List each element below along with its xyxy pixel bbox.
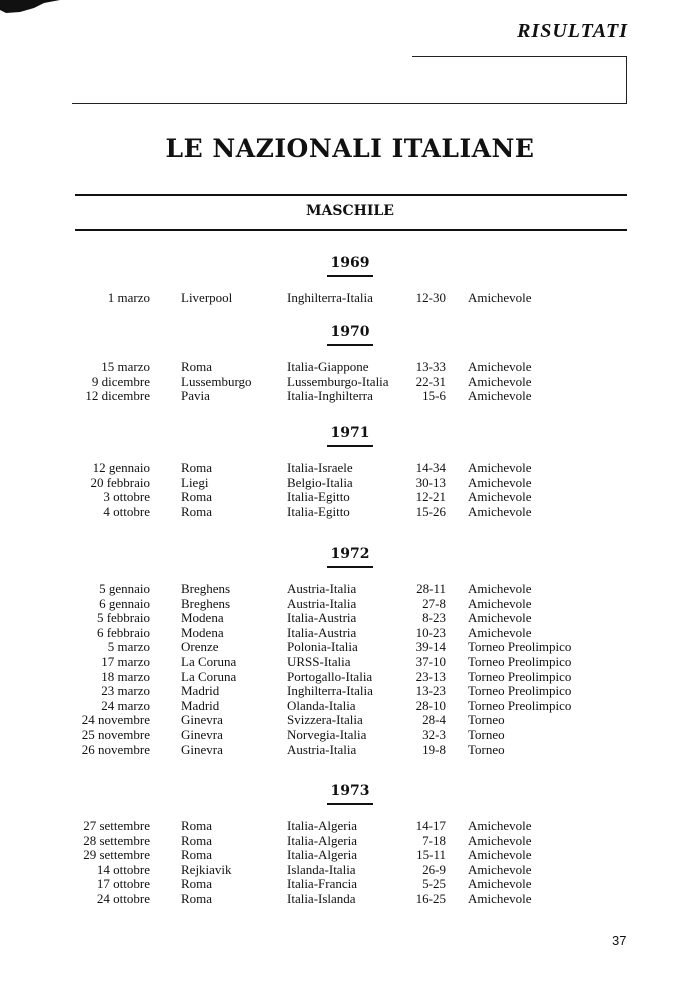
match-city: Roma bbox=[181, 890, 213, 906]
match-date: 12 dicembre bbox=[85, 388, 150, 404]
match-date: 14 ottobre bbox=[96, 861, 150, 877]
match-score: 7-18 bbox=[422, 832, 446, 848]
match-score: 15-11 bbox=[416, 847, 446, 863]
match-teams: URSS-Italia bbox=[287, 653, 351, 669]
match-type: Amichevole bbox=[468, 581, 532, 596]
match-date: 6 gennaio bbox=[99, 595, 150, 611]
result-row bbox=[0, 291, 700, 306]
match-teams: Italia-Inghilterra bbox=[287, 388, 373, 404]
match-date: 4 ottobre bbox=[103, 503, 150, 519]
match-teams: Polonia-Italia bbox=[287, 639, 358, 655]
corner-scan-mark bbox=[0, 0, 60, 14]
match-score: 26-9 bbox=[422, 861, 446, 877]
match-type: Amichevole bbox=[468, 290, 532, 305]
year-heading-1969 bbox=[0, 252, 700, 277]
result-row bbox=[0, 461, 700, 476]
match-score: 15-26 bbox=[415, 503, 446, 519]
match-type: Torneo Preolimpico bbox=[468, 668, 572, 684]
match-score: 39-14 bbox=[415, 639, 446, 655]
match-score: 12-30 bbox=[415, 290, 446, 305]
match-type: Amichevole bbox=[468, 610, 532, 626]
results-table-1970 bbox=[0, 360, 700, 404]
match-city: Modena bbox=[181, 610, 224, 626]
result-row bbox=[0, 611, 700, 626]
year-label: 1972 bbox=[327, 546, 374, 568]
match-type: Torneo bbox=[468, 712, 505, 728]
year-label: 1969 bbox=[327, 255, 374, 277]
match-teams: Austria-Italia bbox=[287, 581, 357, 596]
header-rule bbox=[72, 103, 627, 104]
match-teams: Austria-Italia bbox=[287, 741, 357, 757]
year-heading-1972 bbox=[0, 543, 700, 568]
match-teams: Italia-Giappone bbox=[287, 359, 369, 374]
result-row bbox=[0, 360, 700, 375]
match-score: 28-4 bbox=[422, 712, 446, 728]
match-score: 14-34 bbox=[415, 460, 446, 475]
match-teams: Islanda-Italia bbox=[287, 861, 356, 877]
match-score: 8-23 bbox=[422, 610, 446, 626]
match-date: 25 novembre bbox=[81, 726, 150, 742]
match-type: Amichevole bbox=[468, 818, 532, 833]
match-date: 26 novembre bbox=[81, 741, 150, 757]
result-row bbox=[0, 877, 700, 892]
match-city: Roma bbox=[181, 876, 213, 892]
match-city: La Coruna bbox=[181, 653, 237, 669]
match-date: 23 marzo bbox=[101, 683, 150, 699]
match-city: Liverpool bbox=[181, 290, 233, 305]
year-heading-1970 bbox=[0, 321, 700, 346]
match-city: Roma bbox=[181, 847, 213, 863]
year-label: 1973 bbox=[327, 783, 374, 805]
result-row bbox=[0, 819, 700, 834]
results-table-1972 bbox=[0, 582, 700, 757]
match-teams: Italia-Austria bbox=[287, 624, 357, 640]
match-city: La Coruna bbox=[181, 668, 237, 684]
match-date: 12 gennaio bbox=[92, 460, 150, 475]
match-teams: Italia-Algeria bbox=[287, 847, 358, 863]
match-date: 3 ottobre bbox=[103, 489, 150, 505]
match-type: Torneo Preolimpico bbox=[468, 639, 572, 655]
result-row bbox=[0, 505, 700, 520]
match-date: 5 gennaio bbox=[99, 581, 150, 596]
result-row bbox=[0, 655, 700, 670]
match-city: Roma bbox=[181, 460, 213, 475]
match-type: Amichevole bbox=[468, 861, 532, 877]
match-type: Amichevole bbox=[468, 503, 532, 519]
result-row bbox=[0, 863, 700, 878]
match-score: 27-8 bbox=[422, 595, 446, 611]
result-row bbox=[0, 848, 700, 863]
match-city: Modena bbox=[181, 624, 224, 640]
result-row bbox=[0, 728, 700, 743]
match-date: 24 ottobre bbox=[96, 890, 150, 906]
header-frame bbox=[412, 56, 627, 104]
match-date: 24 novembre bbox=[81, 712, 150, 728]
match-date: 27 settembre bbox=[83, 818, 150, 833]
result-row bbox=[0, 670, 700, 685]
match-city: Ginevra bbox=[181, 726, 223, 742]
match-date: 18 marzo bbox=[101, 668, 150, 684]
result-row bbox=[0, 699, 700, 714]
match-date: 17 ottobre bbox=[96, 876, 150, 892]
match-type: Torneo bbox=[468, 741, 505, 757]
match-teams: Italia-Islanda bbox=[287, 890, 356, 906]
match-teams: Austria-Italia bbox=[287, 595, 357, 611]
match-type: Amichevole bbox=[468, 388, 532, 404]
match-date: 15 marzo bbox=[101, 359, 150, 374]
result-row bbox=[0, 743, 700, 758]
match-type: Amichevole bbox=[468, 373, 532, 389]
match-score: 14-17 bbox=[415, 818, 446, 833]
match-type: Amichevole bbox=[468, 595, 532, 611]
match-teams: Portogallo-Italia bbox=[287, 668, 373, 684]
match-teams: Italia-Algeria bbox=[287, 832, 358, 848]
result-row bbox=[0, 834, 700, 849]
match-date: 9 dicembre bbox=[91, 373, 150, 389]
match-teams: Lussemburgo-Italia bbox=[287, 373, 389, 389]
result-row bbox=[0, 626, 700, 641]
match-date: 17 marzo bbox=[101, 653, 150, 669]
match-type: Amichevole bbox=[468, 876, 532, 892]
match-type: Torneo bbox=[468, 726, 505, 742]
year-label: 1971 bbox=[327, 425, 374, 447]
result-row bbox=[0, 375, 700, 390]
result-row bbox=[0, 582, 700, 597]
match-score: 28-10 bbox=[415, 697, 446, 713]
result-row bbox=[0, 490, 700, 505]
match-teams: Italia-Francia bbox=[287, 876, 358, 892]
category-rule-top bbox=[75, 194, 627, 196]
match-type: Amichevole bbox=[468, 890, 532, 906]
results-table-1973 bbox=[0, 819, 700, 907]
result-row bbox=[0, 597, 700, 612]
match-teams: Inghilterra-Italia bbox=[287, 290, 373, 305]
match-city: Roma bbox=[181, 359, 213, 374]
match-score: 19-8 bbox=[422, 741, 446, 757]
match-date: 20 febbraio bbox=[90, 474, 150, 490]
match-score: 13-33 bbox=[415, 359, 446, 374]
match-score: 28-11 bbox=[416, 581, 446, 596]
match-score: 16-25 bbox=[415, 890, 446, 906]
match-city: Pavia bbox=[181, 388, 210, 404]
match-teams: Italia-Egitto bbox=[287, 489, 350, 505]
match-type: Amichevole bbox=[468, 474, 532, 490]
page-title: LE NAZIONALI ITALIANE bbox=[165, 134, 535, 163]
match-type: Torneo Preolimpico bbox=[468, 683, 572, 699]
match-type: Amichevole bbox=[468, 624, 532, 640]
match-type: Amichevole bbox=[468, 832, 532, 848]
match-score: 10-23 bbox=[415, 624, 446, 640]
results-table-1969 bbox=[0, 291, 700, 306]
result-row bbox=[0, 684, 700, 699]
result-row bbox=[0, 640, 700, 655]
match-score: 15-6 bbox=[422, 388, 446, 404]
result-row bbox=[0, 713, 700, 728]
match-teams: Italia-Egitto bbox=[287, 503, 350, 519]
section-header: RISULTATI bbox=[517, 20, 628, 42]
match-teams: Belgio-Italia bbox=[287, 474, 353, 490]
match-teams: Olanda-Italia bbox=[287, 697, 356, 713]
match-city: Orenze bbox=[181, 639, 219, 655]
result-row bbox=[0, 389, 700, 404]
category-rule-bottom bbox=[75, 229, 627, 231]
match-score: 5-25 bbox=[422, 876, 446, 892]
match-teams: Italia-Austria bbox=[287, 610, 357, 626]
match-city: Breghens bbox=[181, 595, 231, 611]
page-number: 37 bbox=[612, 933, 627, 948]
match-date: 28 settembre bbox=[83, 832, 150, 848]
match-date: 5 marzo bbox=[107, 639, 150, 655]
match-city: Madrid bbox=[181, 697, 220, 713]
match-date: 1 marzo bbox=[107, 290, 150, 305]
match-score: 30-13 bbox=[415, 474, 446, 490]
match-date: 24 marzo bbox=[101, 697, 150, 713]
match-teams: Svizzera-Italia bbox=[287, 712, 363, 728]
match-date: 5 febbraio bbox=[96, 610, 150, 626]
match-city: Roma bbox=[181, 489, 213, 505]
match-city: Rejkiavik bbox=[181, 861, 232, 877]
match-type: Amichevole bbox=[468, 489, 532, 505]
match-score: 22-31 bbox=[415, 373, 446, 389]
match-date: 6 febbraio bbox=[96, 624, 150, 640]
match-city: Liegi bbox=[181, 474, 209, 490]
year-label: 1970 bbox=[327, 324, 374, 346]
match-score: 13-23 bbox=[415, 683, 446, 699]
result-row bbox=[0, 476, 700, 491]
match-city: Ginevra bbox=[181, 712, 223, 728]
match-type: Amichevole bbox=[468, 460, 532, 475]
match-city: Madrid bbox=[181, 683, 220, 699]
match-date: 29 settembre bbox=[83, 847, 150, 863]
match-city: Lussemburgo bbox=[181, 373, 252, 389]
result-row bbox=[0, 892, 700, 907]
match-type: Torneo Preolimpico bbox=[468, 653, 572, 669]
match-type: Amichevole bbox=[468, 359, 532, 374]
match-score: 32-3 bbox=[422, 726, 446, 742]
match-teams: Italia-Israele bbox=[287, 460, 353, 475]
match-city: Roma bbox=[181, 832, 213, 848]
year-heading-1973 bbox=[0, 780, 700, 805]
match-teams: Inghilterra-Italia bbox=[287, 683, 373, 699]
match-teams: Italia-Algeria bbox=[287, 818, 358, 833]
match-teams: Norvegia-Italia bbox=[287, 726, 367, 742]
match-score: 12-21 bbox=[415, 489, 446, 505]
match-score: 37-10 bbox=[415, 653, 446, 669]
match-type: Torneo Preolimpico bbox=[468, 697, 572, 713]
match-city: Roma bbox=[181, 503, 213, 519]
results-table-1971 bbox=[0, 461, 700, 519]
match-score: 23-13 bbox=[415, 668, 446, 684]
match-city: Breghens bbox=[181, 581, 231, 596]
match-city: Roma bbox=[181, 818, 213, 833]
match-city: Ginevra bbox=[181, 741, 223, 757]
category-heading: MASCHILE bbox=[306, 203, 394, 219]
year-heading-1971 bbox=[0, 422, 700, 447]
match-type: Amichevole bbox=[468, 847, 532, 863]
